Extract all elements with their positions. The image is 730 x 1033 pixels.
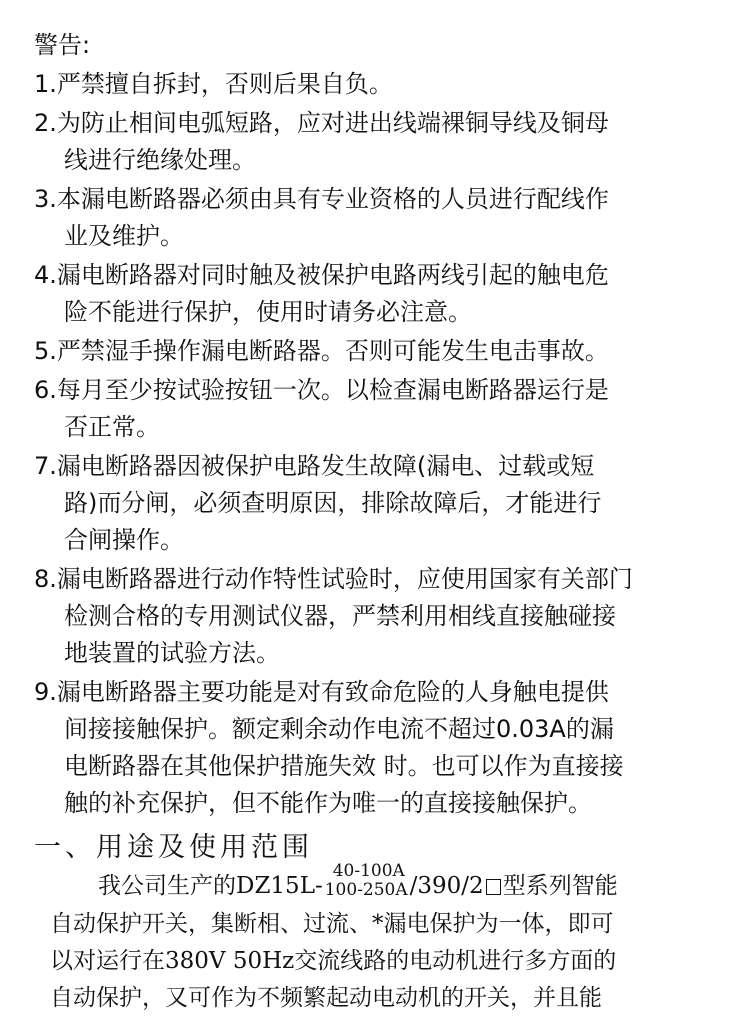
- warning-line: 9.漏电断路器主要功能是对有致命危险的人身触电提供: [34, 678, 609, 706]
- warning-line: 间接接触保护。额定剩余动作电流不超过0.03A的漏: [64, 715, 614, 743]
- warning-line: 否正常。: [64, 413, 160, 441]
- warning-item-7: [34, 448, 704, 559]
- warning-list: [34, 66, 704, 822]
- warning-line: 线进行绝缘处理。: [64, 146, 256, 174]
- body-line: 自动保护开关，集断相、过流、*漏电保护为一体，即可: [50, 911, 614, 937]
- section-heading: 一、用途及使用范围: [34, 832, 313, 863]
- warning-line: 3.本漏电断路器必须由具有专业资格的人员进行配线作: [34, 185, 609, 213]
- warning-line: 触的补充保护，但不能作为唯一的直接接触保护。: [64, 789, 592, 817]
- warning-line: 4.漏电断路器对同时触及被保护电路两线引起的触电危: [34, 261, 609, 289]
- intro-tail: 型系列智能: [502, 873, 618, 899]
- intro-suffix: /390/2: [409, 873, 484, 899]
- warning-line: 路)而分闸，必须查明原因，排除故障后，才能进行: [64, 489, 602, 517]
- warning-item-8: [34, 561, 704, 672]
- model-rating-stack: [325, 862, 408, 900]
- warning-item-1: [34, 66, 704, 103]
- warning-item-6: [34, 372, 704, 446]
- model-rating-top: 40-100A: [332, 861, 405, 881]
- warning-line: 7.漏电断路器因被保护电路发生故障(漏电、过载或短: [34, 452, 595, 480]
- warning-line: 合闸操作。: [64, 526, 184, 554]
- warning-item-4: [34, 257, 704, 331]
- warning-item-5: [34, 333, 704, 370]
- warning-title: 警告:: [34, 31, 91, 59]
- warning-line: 险不能进行保护，使用时请务必注意。: [64, 298, 472, 326]
- intro-line: [50, 861, 704, 906]
- warning-item-3: [34, 181, 704, 255]
- warning-line: 检测合格的专用测试仪器，严禁利用相线直接触碰接: [64, 602, 616, 630]
- warning-line: 5.严禁湿手操作漏电断路器。否则可能发生电击事故。: [34, 337, 609, 365]
- body-line: 以对运行在380V 50Hz交流线路的电动机进行多方面的: [50, 948, 617, 974]
- section-body: [34, 861, 704, 1017]
- warning-item-9: [34, 674, 704, 822]
- warning-item-2: [34, 105, 704, 179]
- warning-line: 6.每月至少按试验按钮一次。以检查漏电断路器运行是: [34, 376, 609, 404]
- warning-line: 业及维护。: [64, 222, 184, 250]
- warning-line: 电断路器在其他保护措施失效 时。也可以作为直接接: [64, 752, 624, 780]
- warning-line: 8.漏电断路器进行动作特性试验时，应使用国家有关部门: [34, 565, 633, 593]
- warning-line: 1.严禁擅自拆封，否则后果自负。: [34, 70, 393, 98]
- body-line: 自动保护，又可作为不频繁起动电动机的开关，并且能: [50, 985, 602, 1011]
- model-rating-bottom: 100-250A: [324, 880, 408, 900]
- warning-line: 地装置的试验方法。: [64, 639, 280, 667]
- intro-prefix: 我公司生产的DZ15L-: [98, 873, 323, 899]
- warning-line: 2.为防止相间电弧短路，应对进出线端裸铜导线及铜母: [34, 109, 609, 137]
- checkbox-icon: [486, 879, 501, 895]
